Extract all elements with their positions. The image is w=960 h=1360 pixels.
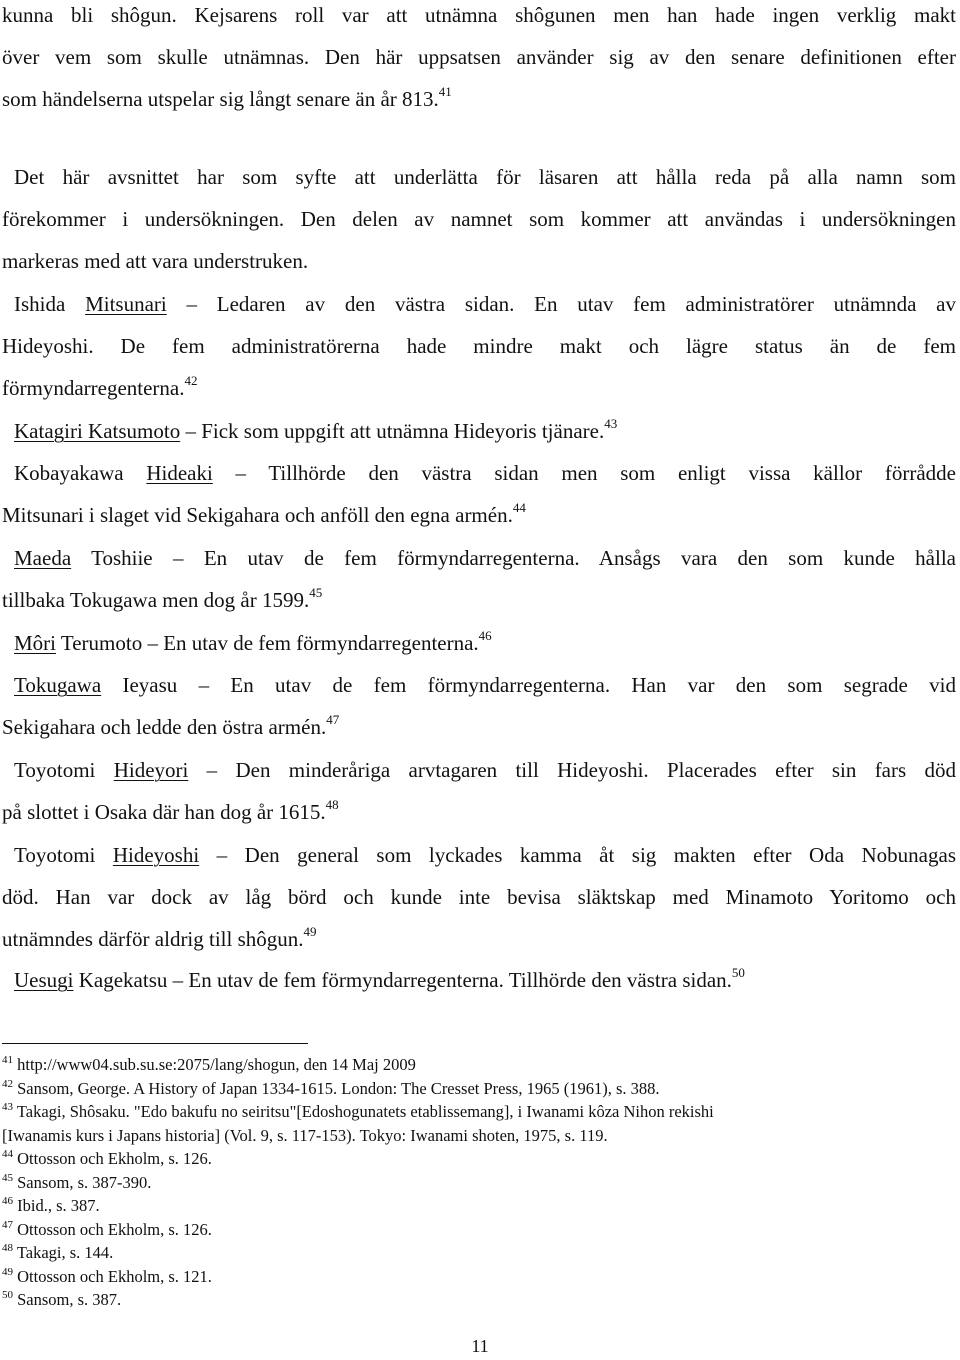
footnote-number: 43: [2, 1101, 13, 1113]
underlined-name: Hideaki: [146, 461, 213, 485]
footnote-ref: 48: [325, 797, 339, 812]
text-line: [2, 373, 956, 415]
underlined-name: Uesugi: [14, 968, 74, 992]
footnote-number: 41: [2, 1054, 13, 1066]
name-entry: [2, 670, 956, 754]
name-suffix: Toshiie: [71, 546, 153, 570]
footnote-continuation: [Iwanamis kurs i Japans historia] (Vol. 9, s. 117-153). Tokyo: Iwanami shoten, 1975, s. 119.: [2, 1125, 608, 1145]
entry-description: – En utav de fem förmyndarregenterna. Ansågs vara den som kunde hålla: [152, 546, 956, 570]
footnote-text: Ibid., s. 387.: [17, 1196, 100, 1215]
text-span: förmyndarregenterna.: [2, 376, 185, 400]
text-line: [2, 924, 956, 966]
text-line: [2, 289, 956, 331]
footnote-text: Ottosson och Ekholm, s. 121.: [17, 1266, 212, 1286]
footnote: [2, 1171, 952, 1195]
footnote-ref: 41: [438, 84, 452, 99]
text-line: kunna bli shôgun. Kejsarens roll var att utnämna shôgunen men han hade ingen verklig makt: [2, 3, 956, 27]
footnote-separator: [2, 1043, 308, 1044]
entry-description: – En utav de fem förmyndarregenterna.: [142, 631, 479, 655]
name-entry: [2, 416, 956, 458]
name-suffix: Ieyasu: [101, 673, 178, 697]
footnotes: [2, 1053, 952, 1312]
footnote-ref: 50: [731, 965, 745, 980]
name-suffix: Terumoto: [56, 631, 143, 655]
footnote-number: 47: [2, 1218, 13, 1231]
entry-description: – Ledaren av den västra sidan. En utav fem administratörer utnämnda av: [166, 292, 956, 316]
text-span: tillbaka Tokugawa men dog år 1599.: [2, 588, 310, 612]
footnote-number: 46: [2, 1195, 13, 1207]
underlined-name: Môri: [14, 631, 56, 655]
page-number: 11: [471, 1336, 489, 1356]
text-line: [2, 416, 956, 458]
text-line: [2, 670, 956, 712]
text-line: [2, 628, 956, 670]
name-entry: [2, 458, 956, 542]
footnote: [2, 1218, 952, 1242]
text-line: över vem som skulle utnämnas. Den här uppsatsen använder sig av den senare definitionen efter: [2, 45, 956, 69]
footnote-ref: 42: [184, 373, 198, 388]
text-line: [2, 543, 956, 585]
text-span: Mitsunari i slaget vid Sekigahara och anföll den egna armén.: [2, 503, 513, 527]
name-prefix: Ishida: [14, 292, 86, 316]
footnote-number: 48: [2, 1242, 13, 1254]
text-line: [2, 585, 956, 627]
entry-description: – Den minderåriga arvtagaren till Hideyoshi. Placerades efter sin fars död: [188, 758, 956, 782]
footnote-ref: 45: [309, 585, 323, 600]
footnote-ref: 47: [326, 712, 340, 727]
footnote-number: 44: [2, 1148, 13, 1160]
name-entry: [2, 755, 956, 839]
intro-paragraph: [2, 0, 956, 126]
underlined-name: Katagiri Katsumoto: [14, 419, 181, 443]
text-line: förekommer i undersökningen. Den delen av namnet som kommer att användas i undersökningen: [2, 207, 956, 231]
footnote: [2, 1241, 952, 1265]
text-line: [2, 755, 956, 797]
underlined-name: Hideyoshi: [112, 843, 200, 867]
text-line: [2, 84, 956, 126]
section-intro-paragraph: [2, 162, 956, 288]
footnote-text: Sansom, s. 387-390.: [17, 1172, 152, 1192]
footnote-number: 45: [2, 1171, 13, 1184]
footnote-number: 42: [2, 1077, 13, 1090]
text-line: [2, 500, 956, 542]
text-line: markeras med att vara understruken.: [2, 249, 309, 273]
name-entry: [2, 628, 956, 670]
footnote: [2, 1194, 952, 1218]
text-span: på slottet i Osaka där han dog år 1615.: [2, 800, 326, 824]
entry-description: – Fick som uppgift att utnämna Hideyoris tjänare.: [180, 419, 605, 443]
footnote-text: Sansom, George. A History of Japan 1334-1615. London: The Cresset Press, 1965 (1961), s. 388.: [17, 1078, 660, 1098]
entry-description: – En utav de fem förmyndarregenterna. Han var den som segrade vid: [177, 673, 957, 697]
footnote-ref: 44: [512, 500, 526, 515]
text-line: Hideyoshi. De fem administratörerna hade mindre makt och lägre status än de fem: [2, 334, 956, 358]
footnote-text: Takagi, Shôsaku. "Edo bakufu no seiritsu"[Edoshogunatets etablissemang], i Iwanami kôza Nihon rekishi: [16, 1102, 714, 1121]
text-line: [2, 840, 956, 882]
text-line: död. Han var dock av låg börd och kunde inte bevisa släktskap med Minamoto Yoritomo och: [2, 885, 956, 909]
name-entry: [2, 543, 956, 627]
underlined-name: Hideyori: [113, 758, 189, 782]
name-suffix: Kagekatsu: [73, 968, 168, 992]
entry-description: – Tillhörde den västra sidan men som enligt vissa källor förrådde: [212, 461, 956, 485]
name-prefix: Toyotomi: [14, 843, 113, 867]
name-prefix: Toyotomi: [14, 758, 114, 782]
underlined-name: Mitsunari: [85, 292, 167, 316]
underlined-name: Tokugawa: [14, 673, 102, 697]
footnote: [2, 1147, 952, 1171]
text-span: utnämndes därför aldrig till shôgun.: [2, 927, 304, 951]
footnote: [2, 1265, 952, 1289]
entry-description: – Den general som lyckades kamma åt sig makten efter Oda Nobunagas: [199, 843, 956, 867]
footnote-text: http://www04.sub.su.se:2075/lang/shogun, den 14 Maj 2009: [17, 1055, 416, 1074]
footnote-text: Sansom, s. 387.: [17, 1290, 122, 1309]
footnote-text: Ottosson och Ekholm, s. 126.: [17, 1219, 212, 1239]
footnote: [2, 1077, 952, 1101]
footnote-text: Ottosson och Ekholm, s. 126.: [17, 1149, 212, 1168]
footnote-ref: 46: [478, 628, 492, 643]
underlined-name: Maeda: [14, 546, 72, 570]
footnote-number: 50: [2, 1289, 13, 1301]
text-line: [2, 458, 956, 500]
footnote-text: Takagi, s. 144.: [16, 1243, 114, 1262]
footnote: [2, 1053, 952, 1077]
text-span: Sekigahara och ledde den östra armén.: [2, 715, 327, 739]
name-entry: [2, 840, 956, 966]
footnote: [2, 1100, 952, 1124]
footnote: [2, 1288, 952, 1312]
entry-description: – En utav de fem förmyndarregenterna. Tillhörde den västra sidan.: [167, 968, 732, 992]
footnote-ref: 43: [604, 416, 618, 431]
footnote-ref: 49: [303, 924, 317, 939]
text-line: Det här avsnittet har som syfte att underlätta för läsaren att hålla reda på alla namn som: [14, 165, 956, 189]
text-span: som händelserna utspelar sig långt senare än år 813.: [2, 87, 439, 111]
name-prefix: Kobayakawa: [14, 461, 147, 485]
footnote-number: 49: [2, 1265, 13, 1278]
text-line: [2, 712, 956, 754]
name-entry: [2, 965, 956, 1007]
name-entry: [2, 289, 956, 415]
text-line: [2, 797, 956, 839]
text-line: [2, 965, 956, 1007]
